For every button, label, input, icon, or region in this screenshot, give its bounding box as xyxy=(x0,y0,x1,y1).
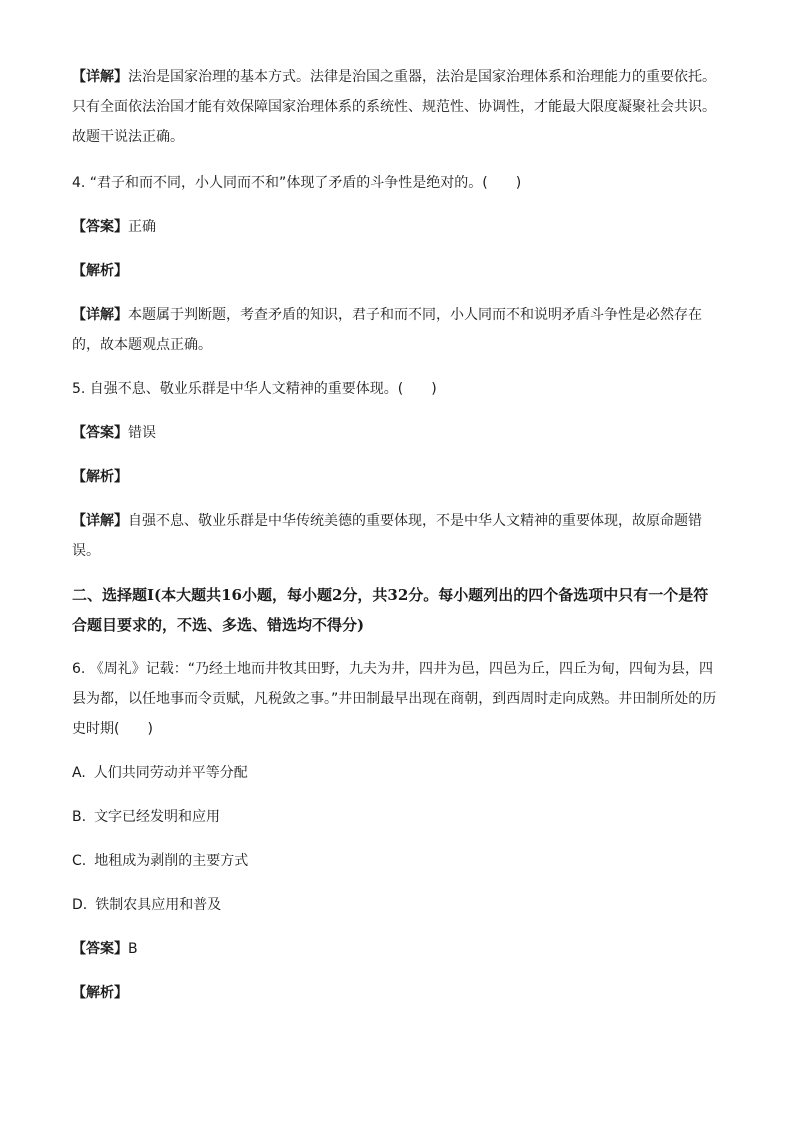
detail-paragraph-q3 xyxy=(72,62,722,152)
option-text: 人们共同劳动并平等分配 xyxy=(93,765,248,781)
option-text: 铁制农具应用和普及 xyxy=(95,897,222,913)
question-4: 4. “君子和而不同，小人同而不和”体现了矛盾的斗争性是绝对的。( ) xyxy=(72,175,522,191)
option-letter: D. xyxy=(72,897,88,913)
detail-tag: 【详解】 xyxy=(72,307,128,323)
answer-tag: 【答案】 xyxy=(72,219,128,235)
analysis-heading-q6 xyxy=(72,978,722,1008)
answer-paragraph-q4 xyxy=(72,212,722,242)
option-text: 地租成为剥削的主要方式 xyxy=(94,853,249,869)
analysis-heading-q5 xyxy=(72,462,722,492)
answer-text: B xyxy=(128,941,138,957)
analysis-tag: 【解析】 xyxy=(72,263,128,279)
detail-tag: 【详解】 xyxy=(72,513,128,529)
detail-paragraph-q5 xyxy=(72,506,722,566)
option-letter: C. xyxy=(72,853,87,869)
option-text: 文字已经发明和应用 xyxy=(94,809,221,825)
option-d xyxy=(72,890,722,920)
analysis-heading-q4 xyxy=(72,256,722,286)
option-b xyxy=(72,802,722,832)
question-6: 6. 《周礼》记载：“乃经土地而井牧其田野，九夫为井，四井为邑，四邑为丘，四丘为甸，四甸为县，四县为都，以任地事而令贡赋，凡税敛之事。”井田制最早出现在商朝，到西周时走向成熟。井田制所处的历史时期( ) xyxy=(72,661,717,737)
analysis-tag: 【解析】 xyxy=(72,985,128,1001)
document-page xyxy=(72,62,722,1008)
detail-paragraph-q4 xyxy=(72,300,722,360)
option-a xyxy=(72,758,722,788)
option-letter: A. xyxy=(72,765,86,781)
answer-tag: 【答案】 xyxy=(72,941,128,957)
option-letter: B. xyxy=(72,809,87,825)
detail-text: 法治是国家治理的基本方式。法律是治国之重器，法治是国家治理体系和治理能力的重要依托。只有全面依法治国才能有效保障国家治理体系的系统性、规范性、协调性，才能最大限度凝聚社会共识。故题干说法正确。 xyxy=(72,69,716,145)
answer-paragraph-q5 xyxy=(72,418,722,448)
question-5: 5. 自强不息、敬业乐群是中华人文精神的重要体现。( ) xyxy=(72,381,437,397)
analysis-tag: 【解析】 xyxy=(72,469,128,485)
answer-text: 正确 xyxy=(128,219,156,235)
answer-tag: 【答案】 xyxy=(72,425,128,441)
detail-text: 自强不息、敬业乐群是中华传统美德的重要体现，不是中华人文精神的重要体现，故原命题错误。 xyxy=(72,513,702,559)
answer-text: 错误 xyxy=(128,425,156,441)
detail-text: 本题属于判断题，考查矛盾的知识，君子和而不同，小人同而不和说明矛盾斗争性是必然存在的，故本题观点正确。 xyxy=(72,307,702,353)
section-heading: 二、选择题Ⅰ(本大题共16小题，每小题2分，共32分。每小题列出的四个备选项中只有一个是符合题目要求的，不选、多选、错选均不得分) xyxy=(72,586,709,634)
option-c xyxy=(72,846,722,876)
answer-paragraph-q6 xyxy=(72,934,722,964)
detail-tag: 【详解】 xyxy=(72,69,128,85)
